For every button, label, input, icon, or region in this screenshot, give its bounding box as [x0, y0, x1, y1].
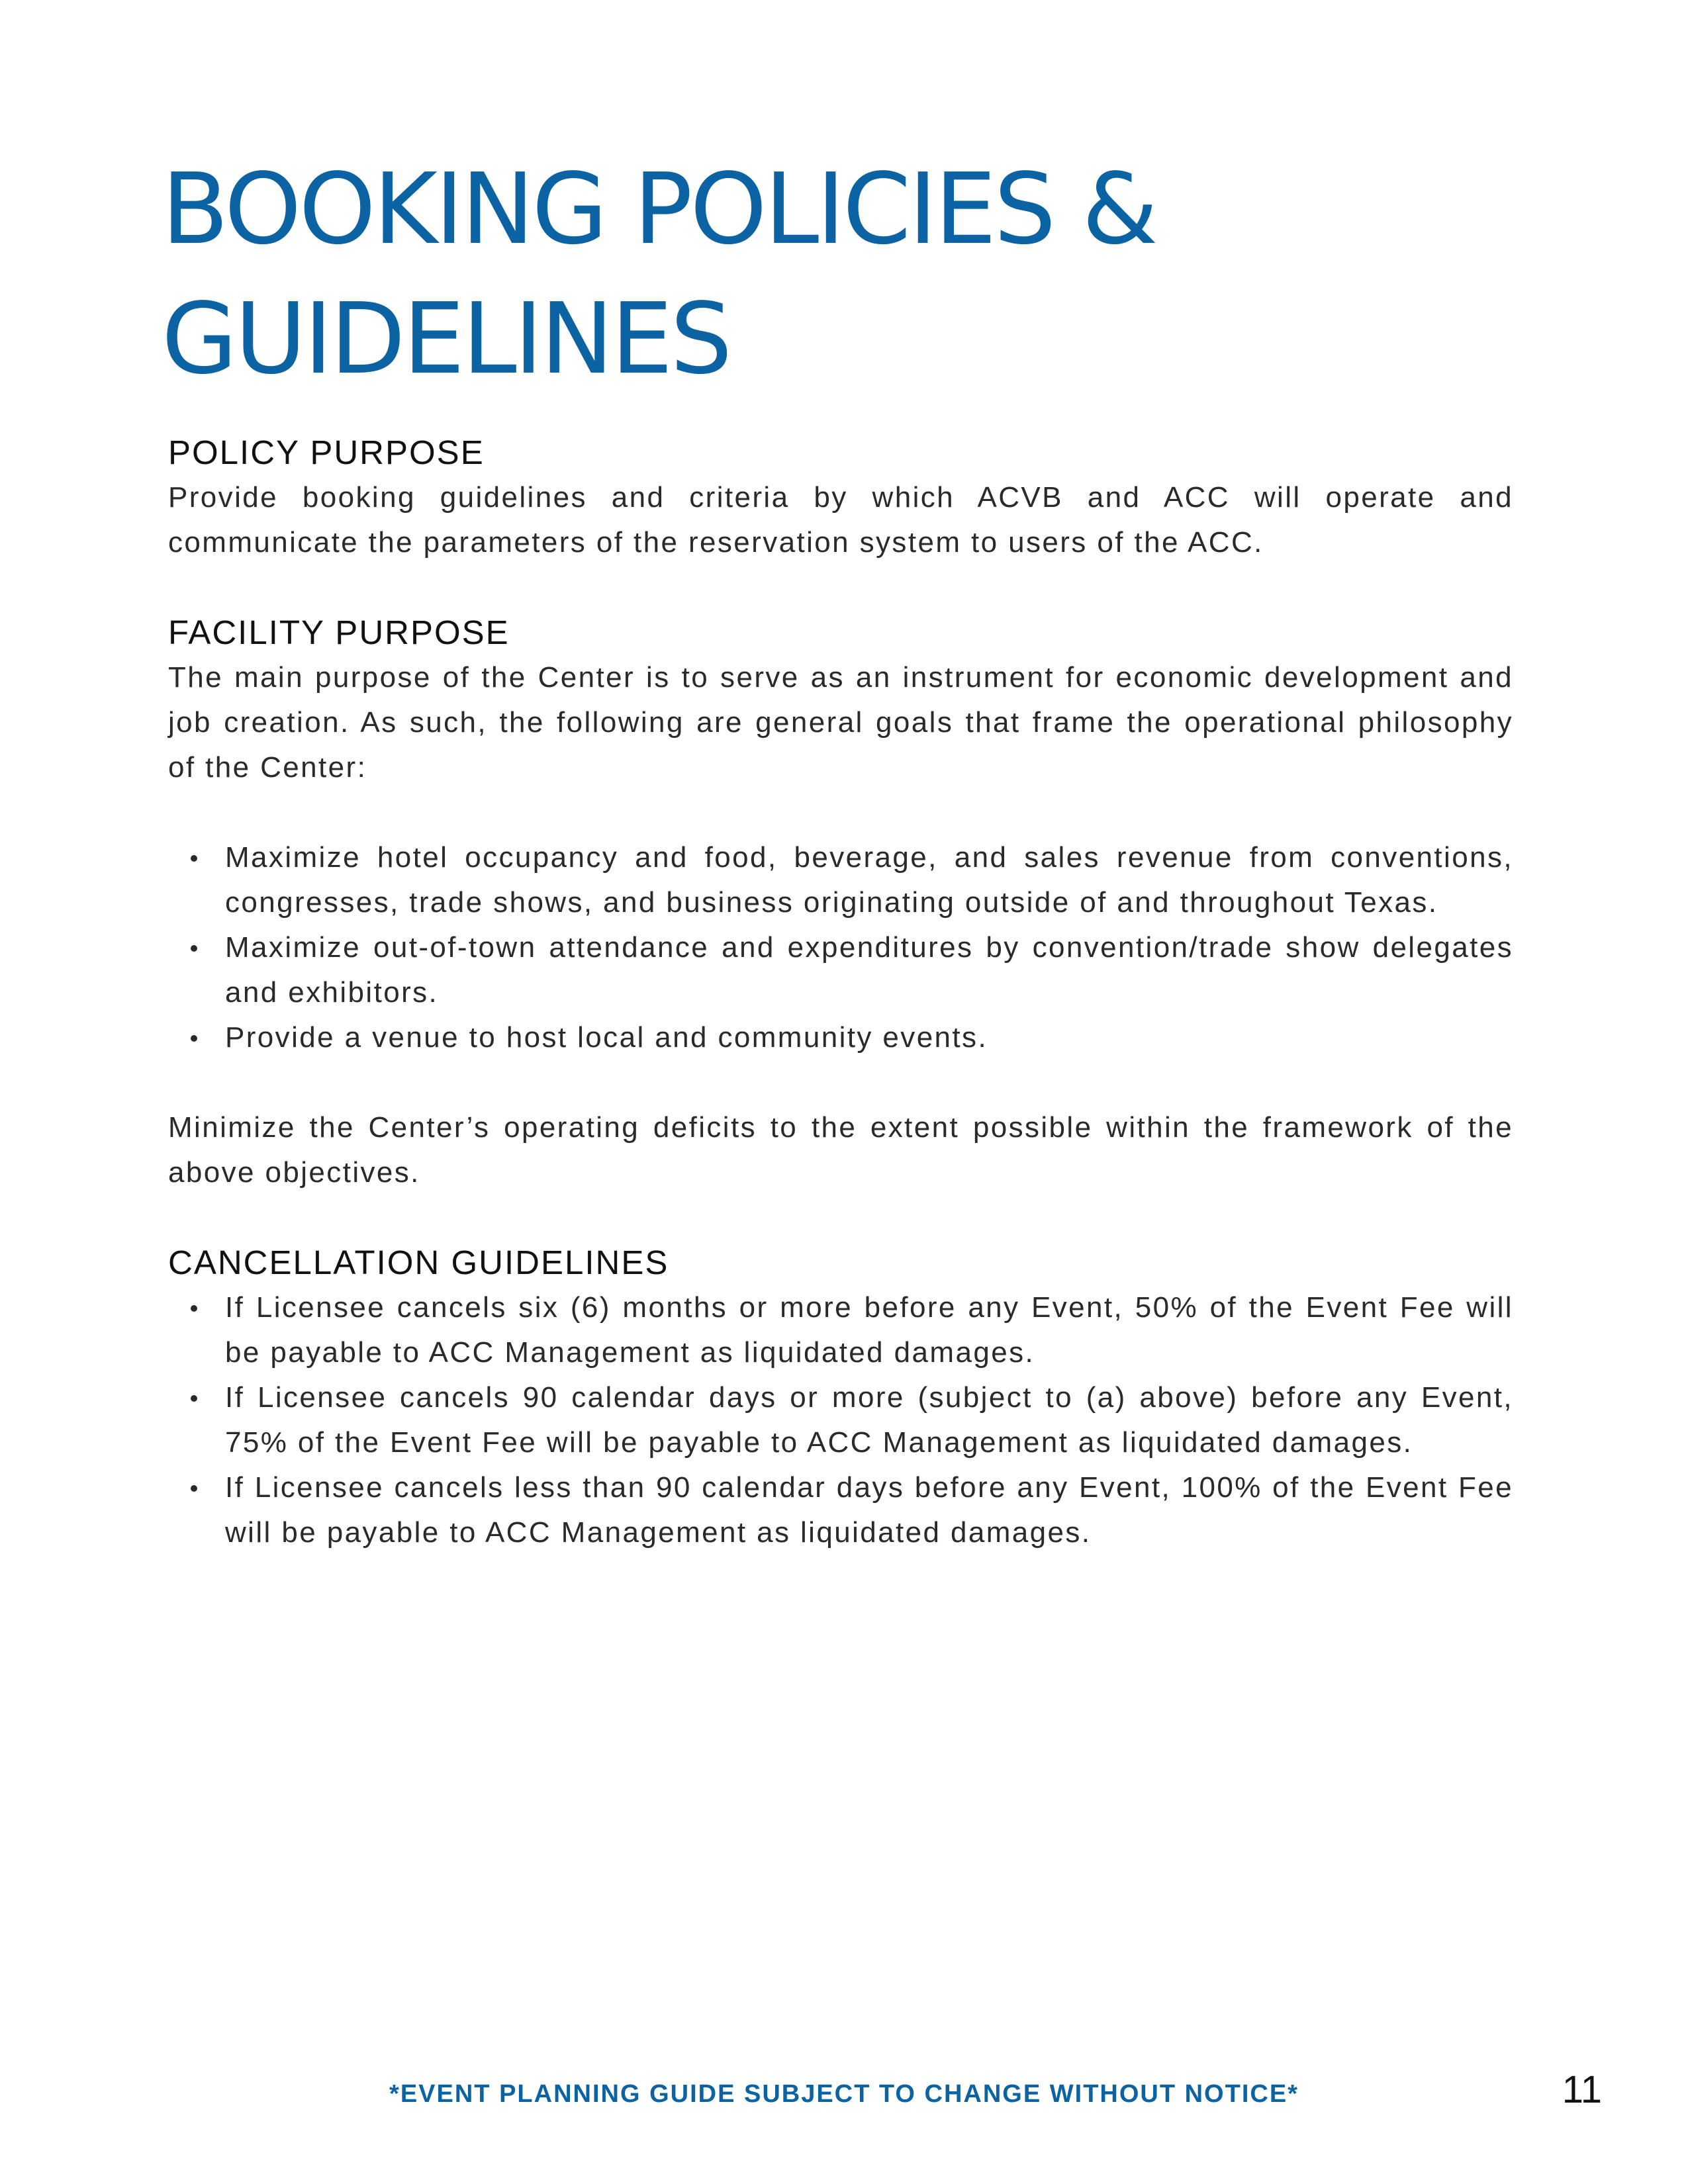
paragraph-spacer [168, 1060, 1513, 1105]
list-item [168, 1465, 1513, 1555]
paragraph-spacer [168, 790, 1513, 835]
list-item-text: Provide a venue to host local and community events. [225, 1021, 988, 1054]
bullet-icon [191, 855, 197, 862]
section-spacer [168, 565, 1513, 610]
policy-purpose-section [168, 430, 1513, 565]
bullet-icon [191, 1305, 197, 1312]
page-title: BOOKING POLICIES & GUIDELINES [162, 152, 1156, 396]
list-item-text: If Licensee cancels less than 90 calendar days before any Event, 100% of the Event Fee will be payable to ACC Management as liquidated damages. [225, 1471, 1513, 1549]
list-item [168, 925, 1513, 1015]
list-item-text: If Licensee cancels 90 calendar days or more (subject to (a) above) before any Event, 75% of the Event Fee will be payable to ACC Management as liquidated damages. [225, 1381, 1513, 1459]
list-item-text: Maximize hotel occupancy and food, beverage, and sales revenue from conventions, congresses, trade shows, and business originating outside of and throughout Texas. [225, 841, 1513, 919]
footer-disclaimer: *EVENT PLANNING GUIDE SUBJECT TO CHANGE WITHOUT NOTICE* [389, 2080, 1299, 2108]
cancellation-section [168, 1240, 1513, 1555]
facility-purpose-heading: FACILITY PURPOSE [168, 614, 510, 651]
list-item [168, 1015, 1513, 1060]
facility-purpose-closing: Minimize the Center’s operating deficits to the extent possible within the framework of the above objectives. [168, 1111, 1513, 1189]
section-spacer [168, 1195, 1513, 1240]
facility-goals-list [168, 835, 1513, 1060]
policy-purpose-heading: POLICY PURPOSE [168, 433, 485, 471]
list-item-text: Maximize out-of-town attendance and expenditures by convention/trade show delegates and exhibitors. [225, 931, 1513, 1009]
list-item [168, 1375, 1513, 1465]
bullet-icon [191, 1395, 197, 1402]
bullet-icon [191, 1485, 197, 1492]
bullet-icon [191, 945, 197, 952]
facility-purpose-intro: The main purpose of the Center is to serve as an instrument for economic development and job creation. As such, the following are general goals that frame the operational philosophy of the Center: [168, 661, 1513, 784]
main-content [168, 430, 1513, 1555]
facility-purpose-section [168, 610, 1513, 1195]
policy-purpose-text: Provide booking guidelines and criteria by which ACVB and ACC will operate and communicate the parameters of the reservation system to users of the ACC. [168, 481, 1513, 559]
list-item-text: If Licensee cancels six (6) months or more before any Event, 50% of the Event Fee will be payable to ACC Management as liquidated damages. [225, 1291, 1513, 1369]
list-item [168, 835, 1513, 925]
page-number: 11 [1562, 2068, 1602, 2111]
list-item [168, 1285, 1513, 1375]
bullet-icon [191, 1035, 197, 1042]
cancellation-heading: CANCELLATION GUIDELINES [168, 1244, 669, 1281]
cancellation-list [168, 1285, 1513, 1555]
